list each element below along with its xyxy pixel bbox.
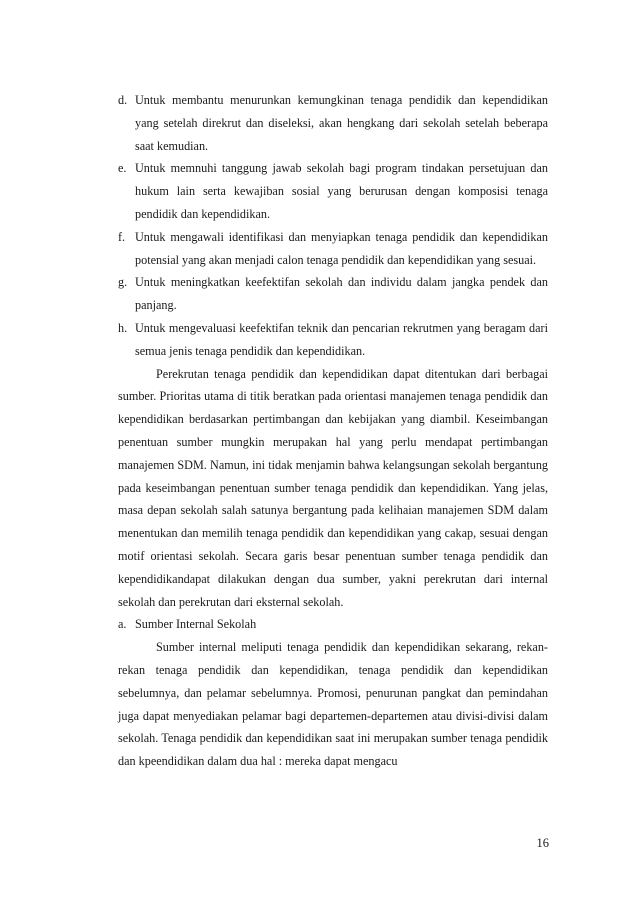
list-item-text: Untuk mengawali identifikasi dan menyiapkan tenaga pendidik dan kependidikan potensial yang akan menjadi calon tenaga pendidik dan kependidikan yang sesuai. [135, 229, 548, 267]
page-number: 16 [536, 836, 549, 850]
list-item-e [118, 157, 548, 225]
list-marker: d. [118, 93, 128, 107]
section-heading-text: Sumber Internal Sekolah [135, 617, 257, 632]
list-marker: g. [118, 275, 128, 290]
section-heading [118, 613, 548, 636]
list-item-text: Untuk memnuhi tanggung jawab sekolah bagi program tindakan persetujuan dan hukum lain serta kewajiban sosial yang berurusan dengan komposisi tenaga pendidik dan kependidikan. [135, 161, 548, 221]
list-item-text: Untuk meningkatkan keefektifan sekolah dan individu dalam jangka pendek dan panjang. [135, 275, 548, 313]
list-item-f [118, 226, 548, 272]
list-marker: f. [118, 229, 126, 244]
document-page [118, 89, 548, 773]
list-marker: h. [118, 320, 128, 335]
purpose-list [118, 89, 548, 363]
section-marker: a. [118, 617, 127, 632]
list-item-text: Untuk mengevaluasi keefektifan teknik dan pencarian rekrutmen yang beragam dari semua jenis tenaga pendidik dan kependidikan. [135, 320, 548, 358]
list-item-d [118, 89, 548, 157]
section-paragraph: Sumber internal meliputi tenaga pendidik dan kependidikan sekarang, rekan-rekan tenaga pendidik dan kependidikan, tenaga pendidik dan kependidikan sebelumnya, dan pelamar sebelumnya. Promosi, penurunan pangkat dan pemindahan juga dapat menyediakan pelamar bagi departemen-departemen atau divisi-divisi dalam sekolah. Tenaga pendidik dan kependidikan saat ini merupakan sumber tenaga pendidik dan kpeendidikan dalam dua hal : mereka dapat mengacu [118, 640, 548, 769]
list-marker: e. [118, 161, 127, 176]
list-item-g [118, 271, 548, 317]
list-item-text: Untuk membantu menurunkan kemungkinan tenaga pendidik dan kependidikan yang setelah direkrut dan diseleksi, akan hengkang dari sekolah setelah beberapa saat kemudian. [135, 93, 548, 153]
body-paragraph: Perekrutan tenaga pendidik dan kependidikan dapat ditentukan dari berbagai sumber. Prioritas utama di titik beratkan pada orientasi manajemen tenaga pendidik dan kependidikan berdasarkan pertimbangan dan kebijakan yang diambil. Keseimbangan penentuan sumber mungkin merupakan hal yang perlu mendapat pertimbangan manajemen SDM. Namun, ini tidak menjamin bahwa kelangsungan sekolah bergantung pada keseimbangan penentuan sumber tenaga pendidik dan kependidikan. Yang jelas, masa depan sekolah salah satunya bergantung pada kelihaian manajemen SDM dalam menentukan dan memilih tenaga pendidik dan kependidikan yang cakap, sesuai dengan motif orientasi sekolah. Secara garis besar penentuan sumber tenaga pendidik dan kependidikandapat dilakukan dengan dua sumber, yakni perekrutan dari internal sekolah dan perekrutan dari eksternal sekolah. [118, 366, 548, 609]
list-item-h [118, 317, 548, 363]
